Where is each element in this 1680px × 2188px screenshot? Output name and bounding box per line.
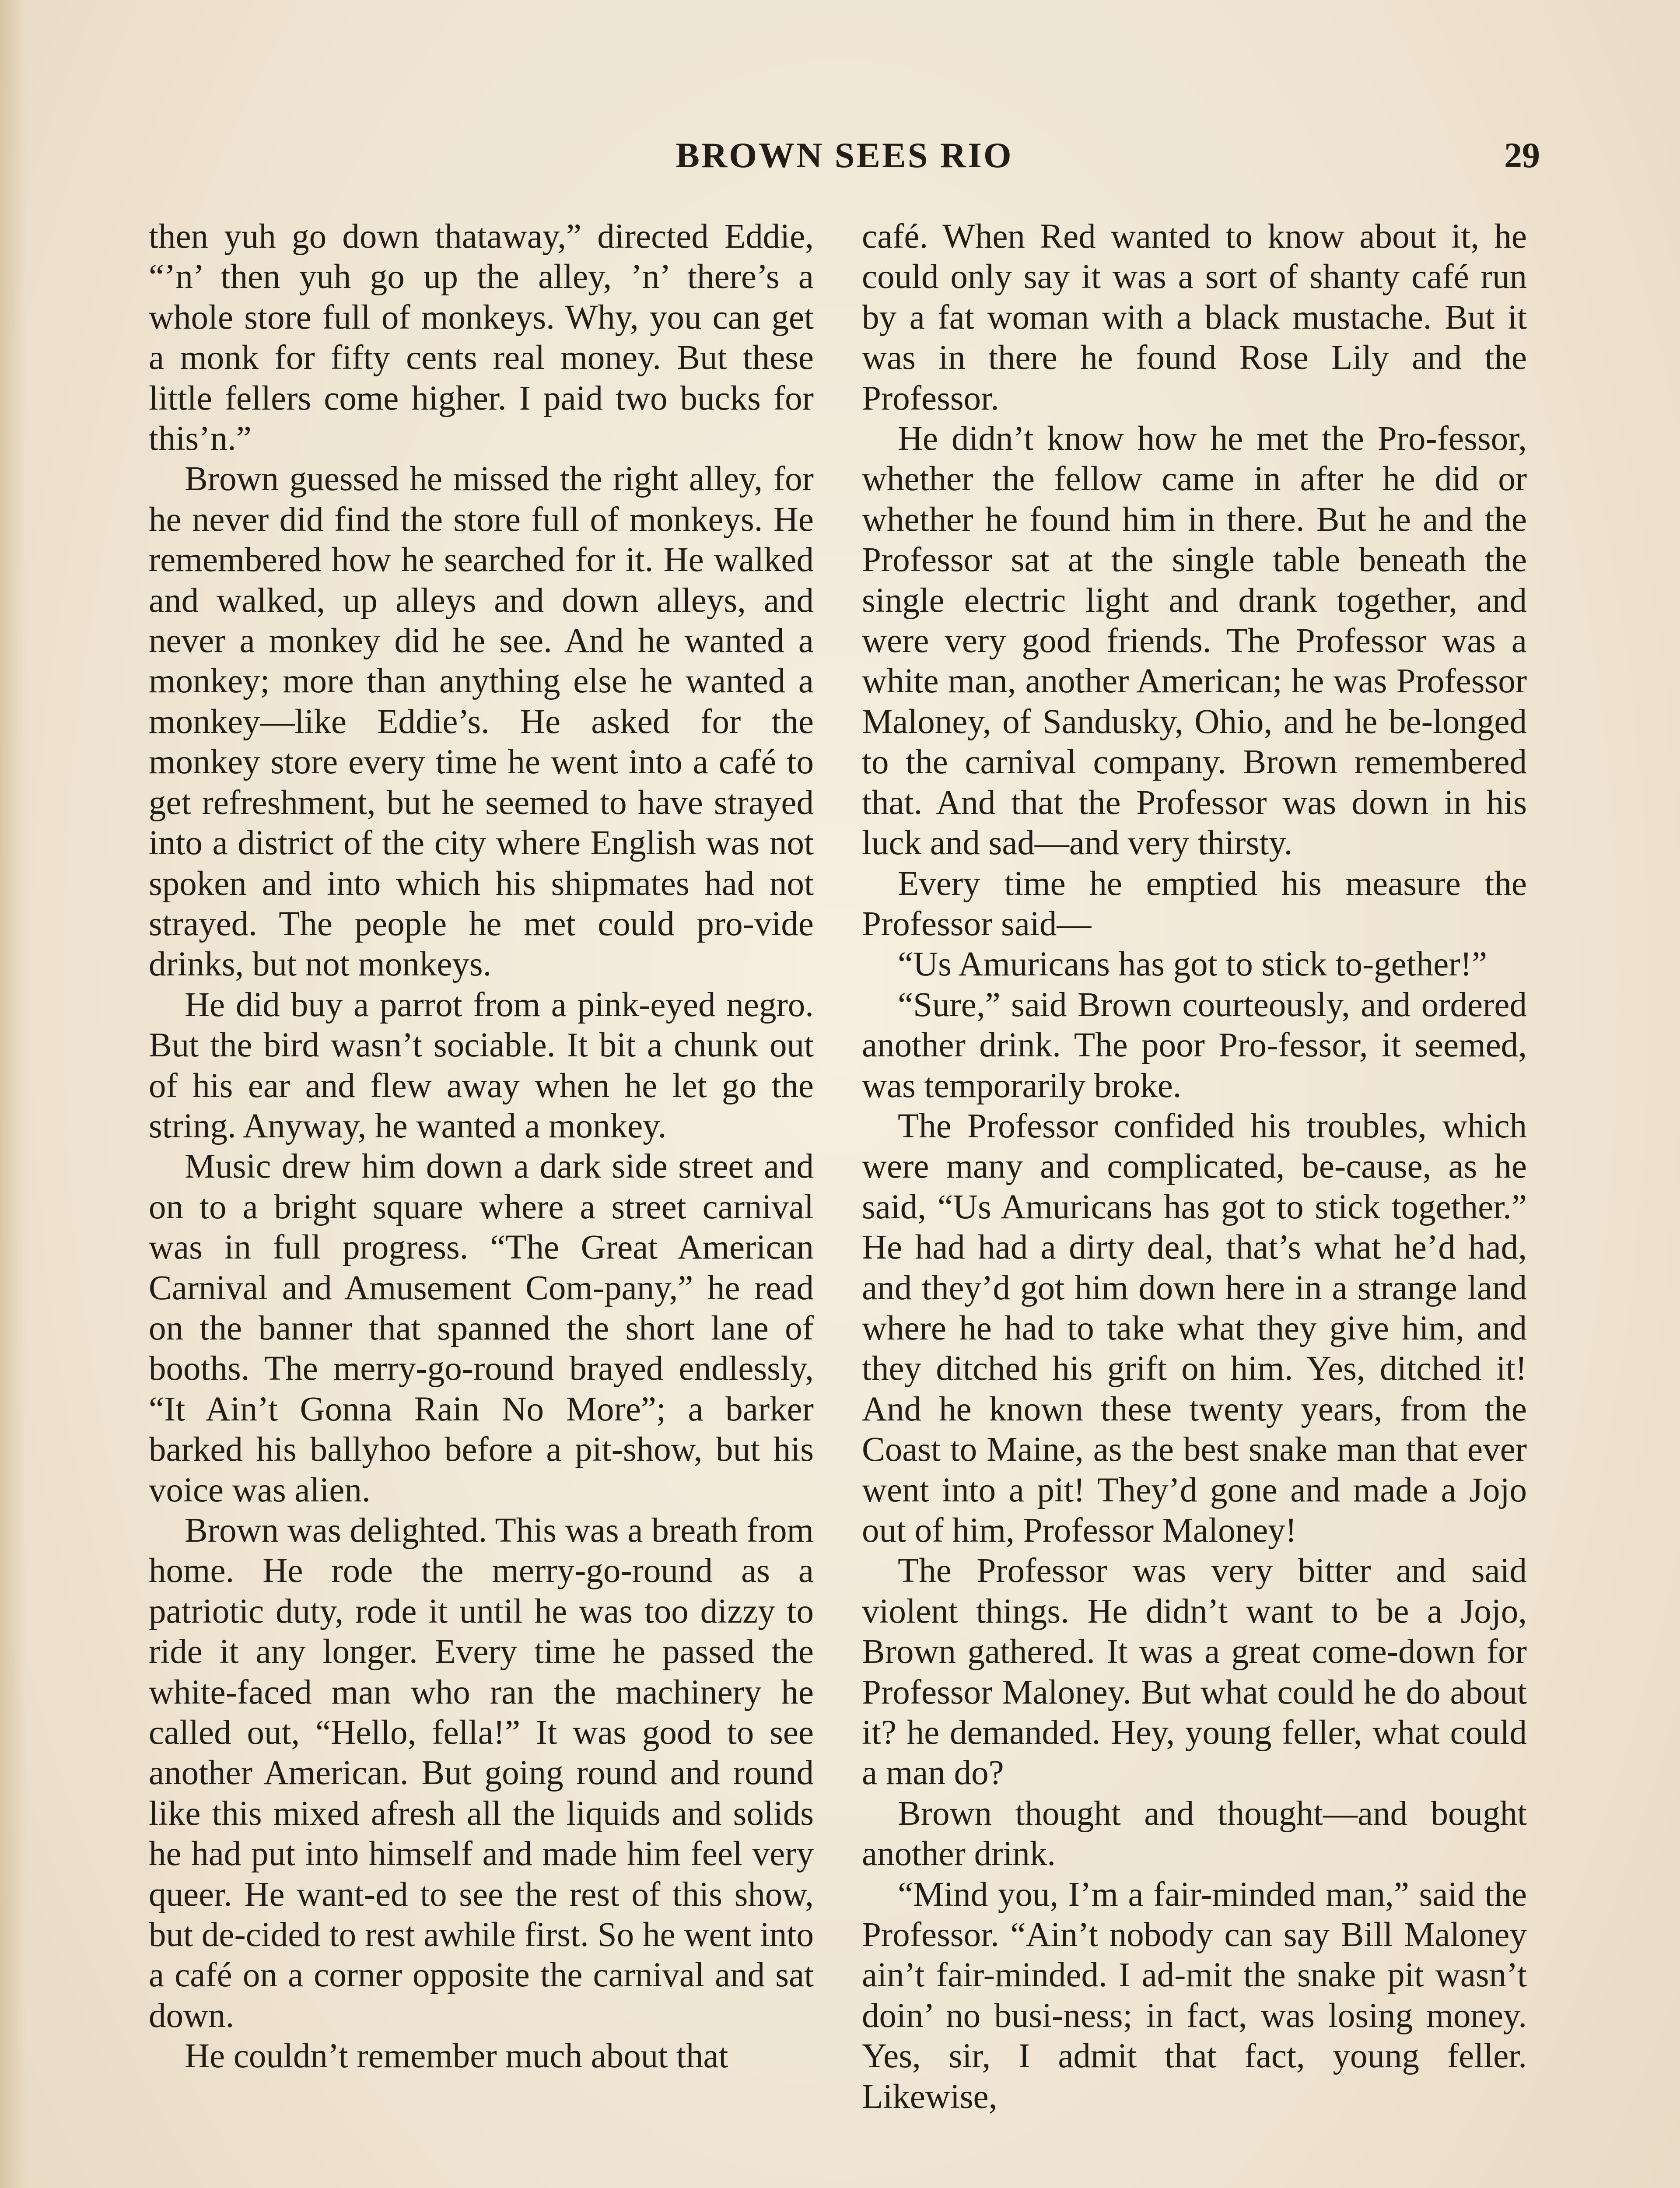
paragraph: The Professor was very bitter and said violent things. He didn’t want to be a Jojo, Brown gathered. It was a great come-down for Professor Maloney. But what could he do about it? he demanded. Hey, young feller, what could a man do? <box>862 1552 1527 1792</box>
page-number: 29 <box>1504 135 1540 175</box>
paragraph: café. When Red wanted to know about it, he could only say it was a sort of shanty café run by a fat woman with a black mustache. But it was in there he found Rose Lily and the Professor. <box>862 217 1527 417</box>
paragraph: Every time he emptied his measure the Professor said— <box>862 864 1527 943</box>
page-edge-shadow <box>0 0 26 2188</box>
paragraph: He did buy a parrot from a pink-eyed negro. But the bird wasn’t sociable. It bit a chunk out of his ear and flew away when he let go the string. Anyway, he wanted a monkey. <box>149 985 814 1145</box>
paragraph: The Professor confided his troubles, which were many and complicated, be-cause, as he said, “Us Amuricans has got to stick together.” He had had a dirty deal, that’s what he’d had, and they’d got him down here in a strange land where he had to take what they give him, and they ditched his grift on him. Yes, ditched it! And he known these twenty years, from the Coast to Maine, as the best snake man that ever went into a pit! They’d gone and made a Jojo out of him, Professor Maloney! <box>862 1107 1527 1550</box>
paragraph: “Us Amuricans has got to stick to-gether!” <box>898 945 1488 984</box>
paragraph: He didn’t know how he met the Pro-fessor, whether the fellow came in after he did or whether he found him in there. But he and the Professor sat at the single table beneath the single electric light and drank together, and were very good friends. The Professor was a white man, another American; he was Professor Maloney, of Sandusky, Ohio, and he be-longed to the carnival company. Brown remembered that. And that the Professor was down in his luck and sad—and very thirsty. <box>862 420 1527 863</box>
paragraph: then yuh go down thataway,” directed Eddie, “’n’ then yuh go up the alley, ’n’ there’s a whole store full of monkeys. Why, you can get a monk for fifty cents real money. But these little fellers come higher. I paid two bucks for this’n.” <box>149 217 814 458</box>
paragraph: Brown was delighted. This was a breath from home. He rode the merry-go-round as a patriotic duty, rode it until he was too dizzy to ride it any longer. Every time he passed the white-faced man who ran the machinery he called out, “Hello, fella!” It was good to see another American. But going round and round like this mixed afresh all the liquids and solids he had put into himself and made him feel very queer. He want-ed to see the rest of this show, but de-cided to rest awhile first. So he went into a café on a corner opposite the carnival and sat down. <box>149 1511 814 2035</box>
paragraph: “Mind you, I’m a fair-minded man,” said the Professor. “Ain’t nobody can say Bill Maloney ain’t fair-minded. I ad-mit the snake pit wasn’t doin’ no busi-ness; in fact, was losing money. Yes, sir, I admit that fact, young feller. Likewise, <box>862 1875 1527 2116</box>
paragraph: Brown thought and thought—and bought another drink. <box>862 1794 1527 1873</box>
text-column-left <box>149 217 814 2077</box>
paragraph: He couldn’t remember much about that <box>185 2037 728 2076</box>
paragraph: Music drew him down a dark side street and on to a bright square where a street carnival was in full progress. “The Great American Carnival and Amusement Com-pany,” he read on the banner that spanned the short lane of booths. The merry-go-round brayed endlessly, “It Ain’t Gonna Rain No More”; a barker barked his ballyhoo before a pit-show, but his voice was alien. <box>149 1147 814 1509</box>
page-header <box>149 131 1540 179</box>
paragraph: “Sure,” said Brown courteously, and ordered another drink. The poor Pro-fessor, it seemed, was temporarily broke. <box>862 985 1527 1105</box>
paragraph: Brown guessed he missed the right alley, for he never did find the store full of monkeys. He remembered how he searched for it. He walked and walked, up alleys and down alleys, and never a monkey did he see. And he wanted a monkey; more than anything else he wanted a monkey—like Eddie’s. He asked for the monkey store every time he went into a café to get refreshment, but he seemed to have strayed into a district of the city where English was not spoken and into which his shipmates had not strayed. The people he met could pro-vide drinks, but not monkeys. <box>149 460 814 984</box>
running-title: BROWN SEES RIO <box>676 135 1013 175</box>
text-column-right <box>862 217 1527 2117</box>
